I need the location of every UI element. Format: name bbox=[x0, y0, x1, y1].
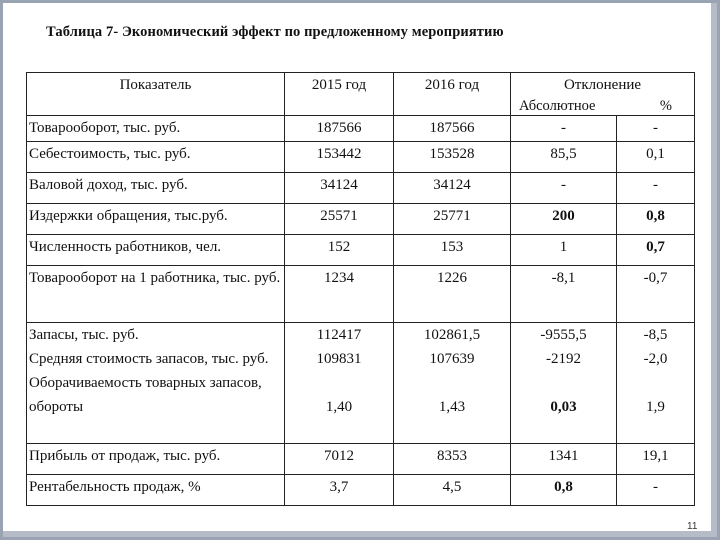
cell-abs-group bbox=[511, 323, 617, 444]
cell-2016: 107639 bbox=[429, 351, 475, 367]
row-label: Издержки обращения, тыс.руб. bbox=[27, 204, 285, 235]
header-deviation-label: Отклонение bbox=[563, 77, 642, 93]
cell-abs: 85,5 bbox=[511, 142, 617, 173]
cell-2015: 109831 bbox=[316, 351, 362, 367]
header-percent: % bbox=[659, 98, 673, 114]
cell-2015: 187566 bbox=[285, 116, 394, 142]
header-indicator: Показатель bbox=[27, 73, 285, 116]
cell-pct: -2,0 bbox=[643, 351, 668, 367]
cell-2016: 8353 bbox=[394, 444, 511, 475]
row-label: Валовой доход, тыс. руб. bbox=[27, 173, 285, 204]
cell-pct: 0,1 bbox=[617, 142, 695, 173]
row-label: Численность работников, чел. bbox=[27, 235, 285, 266]
cell-2015: 3,7 bbox=[285, 475, 394, 506]
cell-abs: -9555,5 bbox=[540, 327, 587, 343]
cell-2015: 152 bbox=[285, 235, 394, 266]
cell-abs: 0,8 bbox=[511, 475, 617, 506]
cell-pct: 1,9 bbox=[646, 399, 665, 415]
cell-pct: -8,5 bbox=[643, 327, 668, 343]
cell-pct: 0,7 bbox=[617, 235, 695, 266]
cell-2015: 34124 bbox=[285, 173, 394, 204]
cell-pct: 0,8 bbox=[617, 204, 695, 235]
row-label: Средняя стоимость запасов, тыс. руб. bbox=[29, 351, 269, 367]
row-label: Себестоимость, тыс. руб. bbox=[27, 142, 285, 173]
cell-2016: 187566 bbox=[394, 116, 511, 142]
cell-pct: -0,7 bbox=[617, 266, 695, 323]
page-number: 11 bbox=[687, 521, 698, 532]
cell-2016: 153528 bbox=[394, 142, 511, 173]
cell-2016: 153 bbox=[394, 235, 511, 266]
cell-2016: 1,43 bbox=[438, 399, 466, 415]
cell-pct-group bbox=[617, 323, 695, 444]
cell-2016-group bbox=[394, 323, 511, 444]
cell-2016: 102861,5 bbox=[423, 327, 481, 343]
cell-abs: - bbox=[511, 173, 617, 204]
table-row bbox=[27, 235, 695, 266]
cell-pct: - bbox=[617, 116, 695, 142]
cell-2016: 4,5 bbox=[394, 475, 511, 506]
cell-abs: 1341 bbox=[511, 444, 617, 475]
cell-abs: 200 bbox=[511, 204, 617, 235]
cell-abs: - bbox=[511, 116, 617, 142]
header-year-2016: 2016 год bbox=[394, 73, 511, 116]
cell-2015: 1234 bbox=[285, 266, 394, 323]
header-deviation-sub bbox=[511, 94, 694, 115]
table-row bbox=[27, 173, 695, 204]
cell-abs: -2192 bbox=[546, 351, 581, 367]
cell-2016: 25771 bbox=[394, 204, 511, 235]
header-deviation bbox=[511, 73, 695, 116]
table-row bbox=[27, 116, 695, 142]
header-absolute: Абсолютное bbox=[519, 98, 596, 114]
row-label-group bbox=[27, 323, 285, 444]
cell-abs: 1 bbox=[511, 235, 617, 266]
cell-2016: 34124 bbox=[394, 173, 511, 204]
cell-2015: 25571 bbox=[285, 204, 394, 235]
economic-effect-table bbox=[26, 72, 695, 506]
cell-2015: 112417 bbox=[316, 327, 362, 343]
cell-2015-group bbox=[285, 323, 394, 444]
row-label: Запасы, тыс. руб. bbox=[29, 327, 139, 343]
table-row bbox=[27, 444, 695, 475]
cell-abs: -8,1 bbox=[511, 266, 617, 323]
cell-abs: 0,03 bbox=[550, 399, 577, 415]
cell-pct: - bbox=[617, 475, 695, 506]
cell-2015: 153442 bbox=[285, 142, 394, 173]
cell-pct: - bbox=[617, 173, 695, 204]
cell-2015: 1,40 bbox=[325, 399, 353, 415]
row-label: Товарооборот, тыс. руб. bbox=[27, 116, 285, 142]
row-label: Рентабельность продаж, % bbox=[27, 475, 285, 506]
cell-2016: 1226 bbox=[394, 266, 511, 323]
table-row bbox=[27, 204, 695, 235]
table-title: Таблица 7- Экономический эффект по предложенному мероприятию bbox=[46, 24, 504, 40]
cell-2015: 7012 bbox=[285, 444, 394, 475]
table-row bbox=[27, 266, 695, 323]
row-label: Прибыль от продаж, тыс. руб. bbox=[27, 444, 285, 475]
header-row bbox=[27, 73, 695, 116]
table-row-merged bbox=[27, 323, 695, 444]
row-label: Товарооборот на 1 работника, тыс. руб. bbox=[27, 266, 285, 323]
header-year-2015: 2015 год bbox=[285, 73, 394, 116]
table-row bbox=[27, 142, 695, 173]
table-row bbox=[27, 475, 695, 506]
row-label: Оборачиваемость товарных запасов, обороты bbox=[29, 375, 262, 415]
cell-pct: 19,1 bbox=[617, 444, 695, 475]
